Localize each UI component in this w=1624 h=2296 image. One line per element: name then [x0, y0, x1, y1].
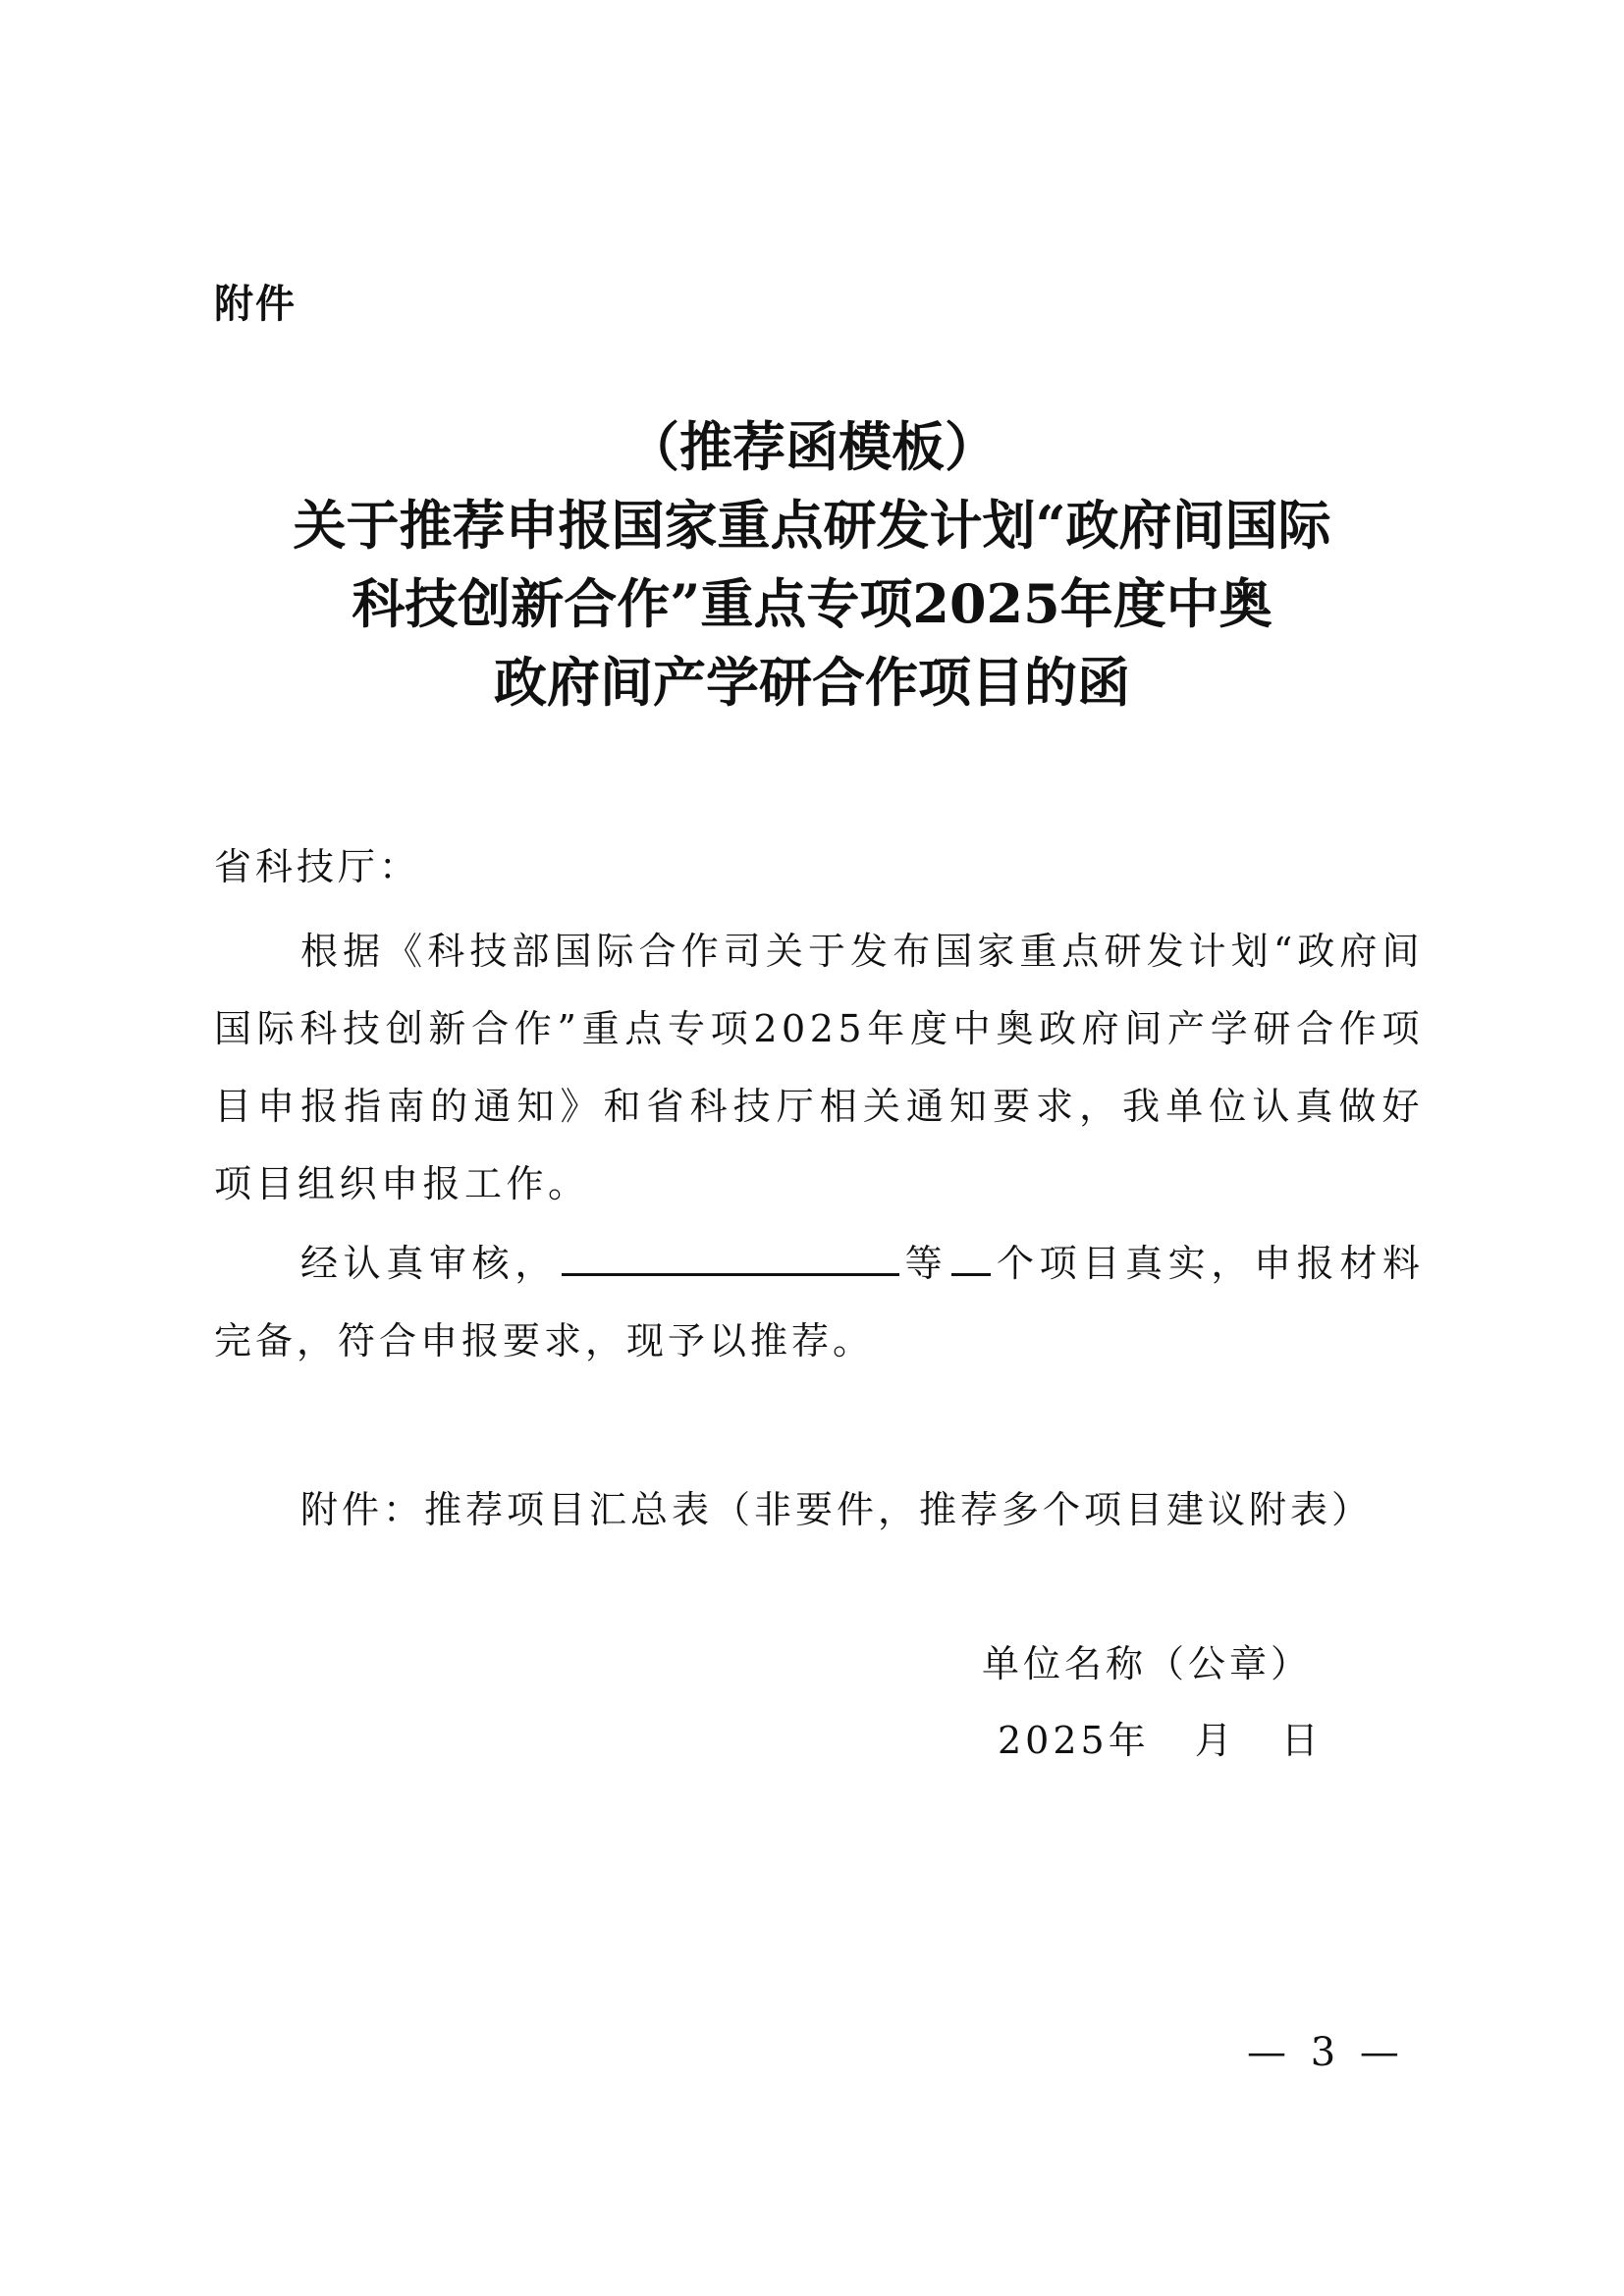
- project-name-blank: [562, 1236, 899, 1276]
- paragraph-review: [214, 1225, 1424, 1380]
- title-line-2: 关于推荐申报国家重点研发计划“政府间国际: [293, 494, 1331, 557]
- date-month: 月: [1194, 1719, 1236, 1762]
- attachment-note: 附件：推荐项目汇总表（非要件，推荐多个项目建议附表）: [300, 1488, 1374, 1531]
- title-line-4: 政府间产学研合作项目的函: [494, 651, 1130, 714]
- project-count-blank: [951, 1236, 991, 1276]
- review-text-3: 个项目真实，申报材料完备，符合申报要求，现予以推荐。: [214, 1242, 1424, 1362]
- paragraph-basis: 根据《科技部国际合作司关于发布国家重点研发计划“政府间国际科技创新合作”重点专项2025年度中奥政府间产学研合作项目申报指南的通知》和省科技厅相关通知要求，我单位认真做好项目组织申报工作。: [214, 930, 1424, 1205]
- review-text-1: 经认真审核，: [300, 1242, 558, 1285]
- page-number: — 3 —: [1247, 2030, 1405, 2075]
- title-line-3: 科技创新合作”重点专项2025年度中奥: [352, 572, 1272, 635]
- date-year: 2025年: [998, 1719, 1150, 1762]
- title-line-template: （推荐函模板）: [626, 415, 998, 478]
- review-text-2: 等: [903, 1242, 948, 1285]
- document-title: [147, 407, 1477, 721]
- attachment-label: 附件: [214, 282, 297, 327]
- salutation: 省科技厅：: [214, 845, 421, 888]
- date-day: 日: [1280, 1719, 1323, 1762]
- signature-date: [998, 1710, 1323, 1764]
- organization-seal-line: 单位名称（公章）: [982, 1642, 1313, 1685]
